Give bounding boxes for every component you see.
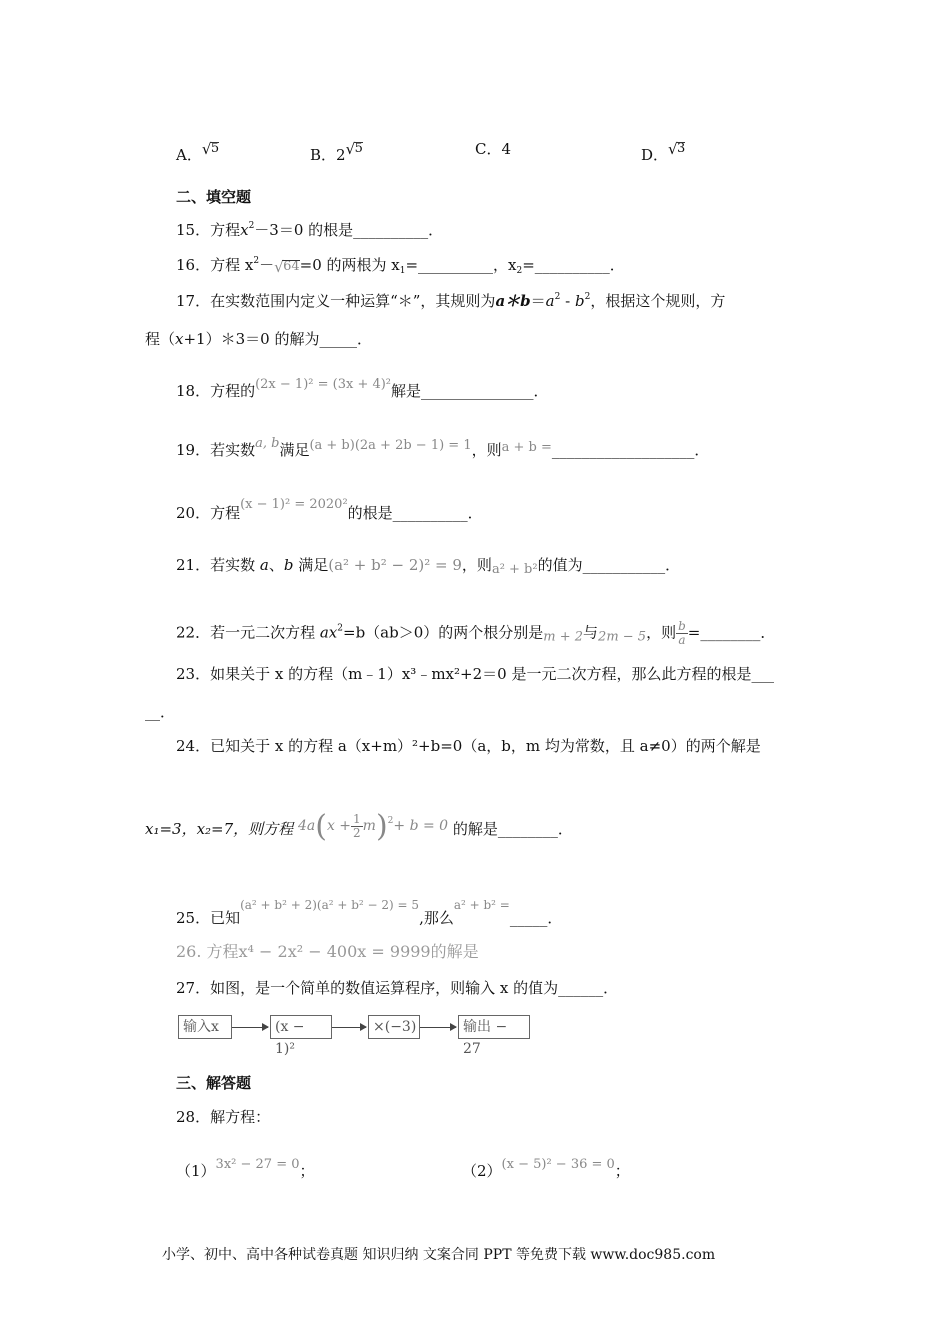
flow-input-box: 输入x bbox=[178, 1015, 232, 1039]
choice-a: A． √ 5 bbox=[176, 140, 220, 164]
flow-arrow-2 bbox=[332, 1027, 366, 1028]
choice-b: B．2 √ 5 bbox=[310, 140, 363, 164]
question-24-line2: x₁=3，x₂=7，则方程 4a(x + $\frac{1}{2}$ m)$^2$+ b = 0 的解是________． bbox=[145, 809, 573, 844]
choice-c: C．4 bbox=[475, 140, 512, 158]
question-15: 15．方程$x^2-3=0$ 的根是__________． bbox=[176, 221, 444, 239]
question-28-title: 28．解方程： bbox=[176, 1108, 271, 1126]
flow-square-box: (x − 1)² bbox=[270, 1015, 332, 1039]
footer-text: 小学、初中、高中各种试卷真题 知识归纳 文案合同 PPT 等免费下载 www.doc985.com bbox=[162, 1247, 716, 1263]
question-28-part2: （2）(x − 5)² − 36 = 0； bbox=[462, 1157, 630, 1180]
question-18: 18．方程的(2x − 1)² = (3x + 4)²解是_______________． bbox=[176, 377, 549, 400]
question-21: 21．若实数 a、b 满足(a² + b² − 2)² = 9，则a² + b²的值为___________． bbox=[176, 556, 681, 577]
question-28-part1: （1）3x² − 27 = 0； bbox=[176, 1157, 315, 1180]
equation-24: 4a(x + $\frac{1}{2}$ m)$^2$+ b = 0 bbox=[297, 809, 449, 844]
flow-arrow-1 bbox=[232, 1027, 268, 1028]
question-24-line1: 24．已知关于 x 的方程 a（x+m）²+b=0（a，b，m 均为常数，且 a≠0）的两个解是 bbox=[176, 737, 761, 755]
question-23-line2: __． bbox=[145, 703, 176, 721]
question-27: 27．如图，是一个简单的数值运算程序，则输入 x 的值为______． bbox=[176, 979, 619, 997]
choice-d: D． √ 3 bbox=[641, 140, 686, 164]
question-22: 22．若一元二次方程 $ax^2=b(ab>0)$的两个根分别是m + 2与2m − 5，则 $\frac{b}{a}$ =________． bbox=[176, 619, 776, 647]
flow-multiply-box: ×(−3) bbox=[368, 1015, 420, 1039]
flow-output-box: 输出 − 27 bbox=[458, 1015, 530, 1039]
question-23-line1: 23．如果关于 x 的方程（m﹣1）x³﹣mx²+2＝0 是一元二次方程，那么此方程的根是___ bbox=[176, 665, 774, 683]
fraction-b-over-a: $\frac{b}{a}$ bbox=[678, 619, 686, 647]
question-26: 26. 方程x⁴ − 2x² − 400x = 9999的解是 bbox=[176, 942, 479, 961]
question-16: 16．方程 $x^2-$ √ 64=0 的两根为 $x_1=\_\_\_\_\_\_\_\_\_\_$，$x_2=\_\_\_\_\_\_\_\_\_\_$． bbox=[176, 256, 625, 276]
section-heading-fill-blank: 二、填空题 bbox=[176, 188, 252, 206]
flow-arrow-3 bbox=[420, 1027, 456, 1028]
question-19: 19．若实数a, b满足(a + b)(2a + 2b − 1) = 1，则a + b =___________________． bbox=[176, 436, 710, 459]
question-17-line2: 程（x+1）＊3＝0 的解为_____． bbox=[145, 330, 372, 348]
question-20: 20．方程(x − 1)² = 2020²的根是__________． bbox=[176, 497, 483, 522]
section-heading-solve: 三、解答题 bbox=[176, 1074, 252, 1092]
question-25: 25．已知$^{(a^2 + b^2 + 2)(a^2 + b^2 - 2) = 5}$,那么$^{a^2 + b^2 =}$_____． bbox=[176, 898, 563, 927]
question-17-line1: 17．在实数范围内定义一种运算“＊”，其规则为$a*b=a^2 - b^2$，根据这个规则，方 bbox=[176, 292, 726, 310]
